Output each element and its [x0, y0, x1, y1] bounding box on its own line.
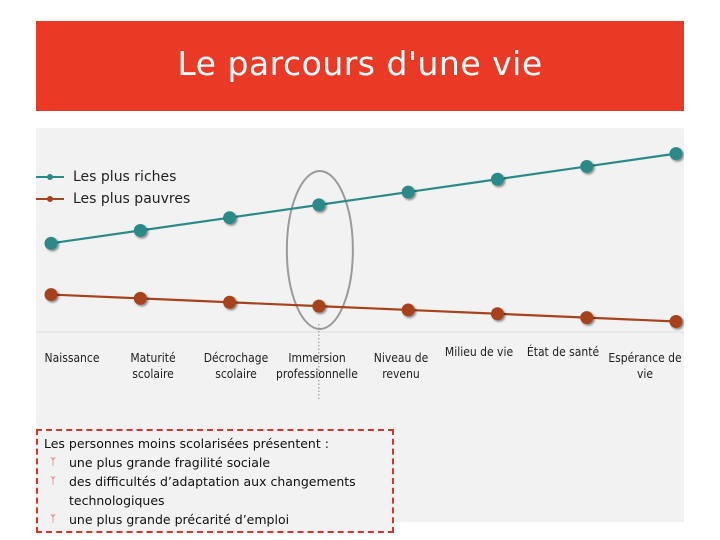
- stage-label-line: scolaire: [215, 367, 257, 381]
- note-list: [44, 453, 386, 529]
- note-item: [44, 472, 386, 510]
- note-item-text: une plus grande fragilité sociale: [69, 455, 271, 470]
- stage-label-line: revenu: [382, 367, 420, 381]
- stage-label-line: scolaire: [132, 367, 174, 381]
- stage-label: [600, 350, 690, 382]
- note-item-text: une plus grande précarité d’emploi: [69, 512, 290, 527]
- flower-bullet-icon: ᛉ: [50, 476, 56, 487]
- stage-label-line: vie: [636, 367, 654, 381]
- legend-item-riches: [36, 166, 190, 188]
- series-1-point-3: [312, 300, 325, 313]
- series-0-point-2: [223, 211, 236, 224]
- stage-label-line: État de santé: [526, 345, 600, 359]
- note-box: [36, 429, 394, 533]
- title-banner: [36, 21, 684, 111]
- series-1-point-1: [134, 292, 147, 305]
- stage-label: [518, 344, 608, 360]
- stage-label: [356, 350, 446, 382]
- series-1-point-0: [45, 288, 58, 301]
- stage-label: [434, 344, 524, 360]
- series-0-point-3: [312, 198, 325, 211]
- series-0-point-6: [580, 160, 593, 173]
- note-item-text: des difficultés d’adaptation aux changements technologiques: [69, 474, 356, 508]
- note-heading: Les personnes moins scolarisées présentent :: [44, 436, 329, 451]
- slide-title: Le parcours d'une vie: [177, 43, 543, 83]
- series-0-point-1: [134, 224, 147, 237]
- series-1-point-5: [491, 307, 504, 320]
- stage-label-line: Maturité: [130, 351, 176, 365]
- legend-swatch-pauvres: [36, 198, 64, 200]
- legend-label-riches: Les plus riches: [73, 169, 177, 185]
- series-0-point-7: [670, 147, 683, 160]
- legend-swatch-riches: [36, 176, 64, 178]
- stage-label: [108, 350, 198, 382]
- stage-label-line: Immersion: [288, 351, 346, 365]
- series-0-point-5: [491, 173, 504, 186]
- series-1-point-7: [670, 315, 683, 328]
- stage-label-line: Milieu de vie: [444, 345, 514, 359]
- stage-label-line: professionnelle: [276, 367, 358, 381]
- series-1-point-6: [580, 311, 593, 324]
- stage-label-line: Naissance: [44, 351, 100, 365]
- stage-label: [27, 350, 117, 366]
- series-1-point-4: [402, 303, 415, 316]
- stage-label: [272, 350, 362, 382]
- series-1-point-2: [223, 296, 236, 309]
- flower-bullet-icon: ᛉ: [50, 457, 56, 468]
- note-item: [44, 453, 386, 472]
- flower-bullet-icon: ᛉ: [50, 514, 56, 525]
- stage-label: [191, 350, 281, 382]
- stage-label-line: Espérance de: [608, 351, 682, 365]
- series-0-point-4: [402, 186, 415, 199]
- stage-label-line: Décrochage: [203, 351, 269, 365]
- stage-label-line: Niveau de: [373, 351, 429, 365]
- legend-item-pauvres: [36, 188, 190, 210]
- legend-label-pauvres: Les plus pauvres: [73, 191, 191, 207]
- series-0-point-0: [45, 237, 58, 250]
- chart-legend: [36, 166, 190, 210]
- note-item: [44, 510, 386, 529]
